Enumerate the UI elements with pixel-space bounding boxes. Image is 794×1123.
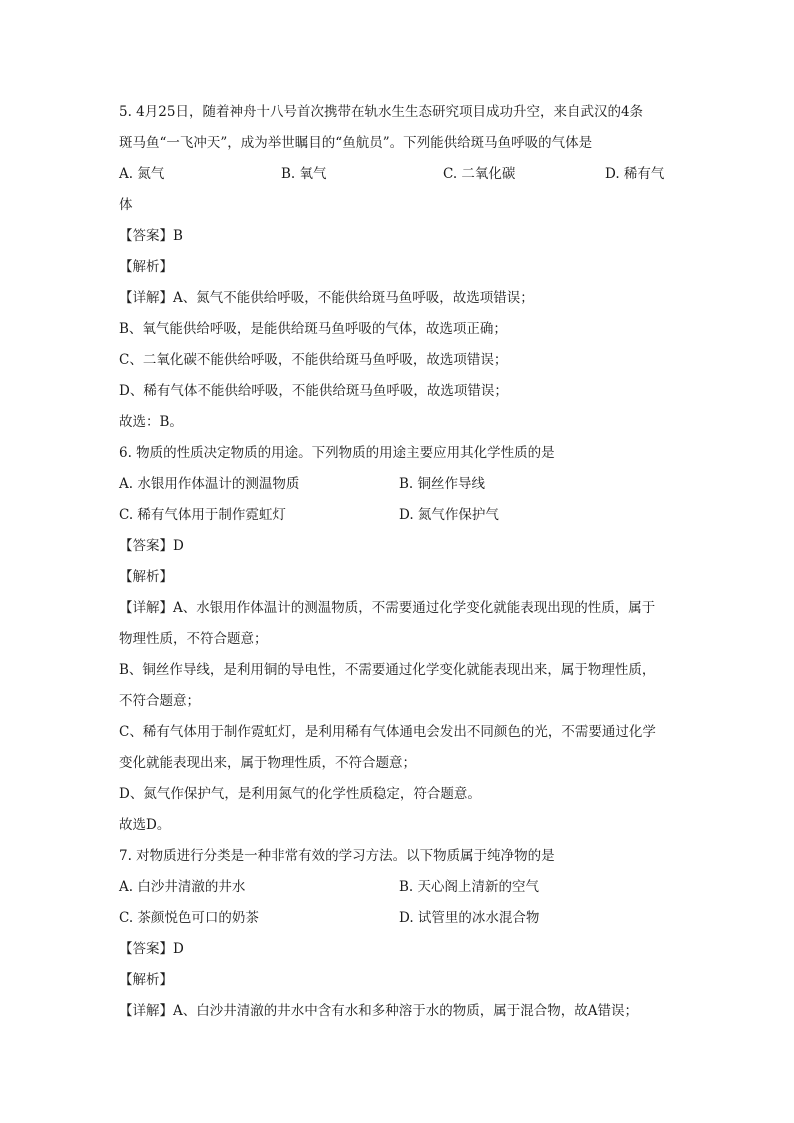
question-6-options-row-1 [119, 469, 679, 500]
question-7-option-d: D. 试管里的冰水混合物 [399, 910, 540, 926]
question-5-analysis-label: 【解析】 [119, 259, 173, 275]
question-6-options-row-2 [119, 500, 679, 531]
question-7-answer: 【答案】D [119, 941, 184, 957]
question-5-detail-4: D、稀有气体不能供给呼吸，不能供给斑马鱼呼吸，故选项错误； [119, 383, 508, 399]
question-7 [119, 841, 679, 1027]
question-6-option-b: B. 铜丝作导线 [399, 476, 486, 492]
question-6-detail-1b: 物理性质，不符合题意； [119, 631, 268, 647]
question-5-option-b: B. 氧气 [281, 166, 327, 182]
question-5-stem-line-1: 5. 4月25日，随着神舟十八号首次携带在轨水生生态研究项目成功升空，来自武汉的4条 [119, 104, 644, 120]
question-6-detail-3b: 变化就能表现出来，属于物理性质，不符合题意； [119, 755, 416, 771]
question-5-detail-3: C、二氧化碳不能供给呼吸，不能供给斑马鱼呼吸，故选项错误； [119, 352, 508, 368]
question-7-detail-1: 【详解】A、白沙井清澈的井水中含有水和多种溶于水的物质，属于混合物，故A错误； [119, 1003, 638, 1019]
question-5-conclusion: 故选：B。 [119, 414, 183, 430]
question-6-detail-1a: 【详解】A、水银用作体温计的测温物质，不需要通过化学变化就能表现出现的性质，属于 [119, 600, 656, 616]
question-5-answer: 【答案】B [119, 228, 183, 244]
question-7-option-c: C. 茶颜悦色可口的奶茶 [119, 910, 259, 926]
question-5-options [119, 159, 679, 190]
question-6-detail-2b: 不符合题意； [119, 693, 200, 709]
question-6-detail-4: D、氮气作保护气，是利用氮气的化学性质稳定，符合题意。 [119, 786, 481, 802]
question-7-analysis-label: 【解析】 [119, 972, 173, 988]
question-7-stem: 7. 对物质进行分类是一种非常有效的学习方法。以下物质属于纯净物的是 [119, 848, 555, 864]
question-6 [119, 438, 679, 841]
question-5-option-c: C. 二氧化碳 [443, 166, 516, 182]
question-7-options-row-2 [119, 903, 679, 934]
question-5-detail-1: 【详解】A、氮气不能供给呼吸，不能供给斑马鱼呼吸，故选项错误； [119, 290, 534, 306]
question-6-detail-3a: C、稀有气体用于制作霓虹灯，是利用稀有气体通电会发出不同颜色的光，不需要通过化学 [119, 724, 656, 740]
question-6-option-c: C. 稀有气体用于制作霓虹灯 [119, 507, 286, 523]
question-6-stem: 6. 物质的性质决定物质的用途。下列物质的用途主要应用其化学性质的是 [119, 445, 555, 461]
question-5-option-a: A. 氮气 [119, 166, 165, 182]
question-7-option-b: B. 天心阁上清新的空气 [399, 879, 540, 895]
question-6-detail-2a: B、铜丝作导线，是利用铜的导电性，不需要通过化学变化就能表现出来，属于物理性质， [119, 662, 656, 678]
question-5-detail-2: B、氧气能供给呼吸，是能供给斑马鱼呼吸的气体，故选项正确； [119, 321, 507, 337]
question-6-analysis-label: 【解析】 [119, 569, 173, 585]
question-6-conclusion: 故选D。 [119, 817, 171, 833]
question-5-stem-line-2: 斑马鱼“一飞冲天”，成为举世瞩目的“鱼航员”。下列能供给斑马鱼呼吸的气体是 [119, 135, 593, 151]
question-7-option-a: A. 白沙井清澈的井水 [119, 879, 246, 895]
question-5-option-d: D. 稀有气 [605, 166, 665, 182]
question-6-answer: 【答案】D [119, 538, 184, 554]
document-page [119, 97, 679, 1027]
question-5 [119, 97, 679, 438]
question-7-options-row-1 [119, 872, 679, 903]
question-5-option-d-continued: 体 [119, 197, 133, 213]
question-6-option-d: D. 氮气作保护气 [399, 507, 499, 523]
question-6-option-a: A. 水银用作体温计的测温物质 [119, 476, 300, 492]
